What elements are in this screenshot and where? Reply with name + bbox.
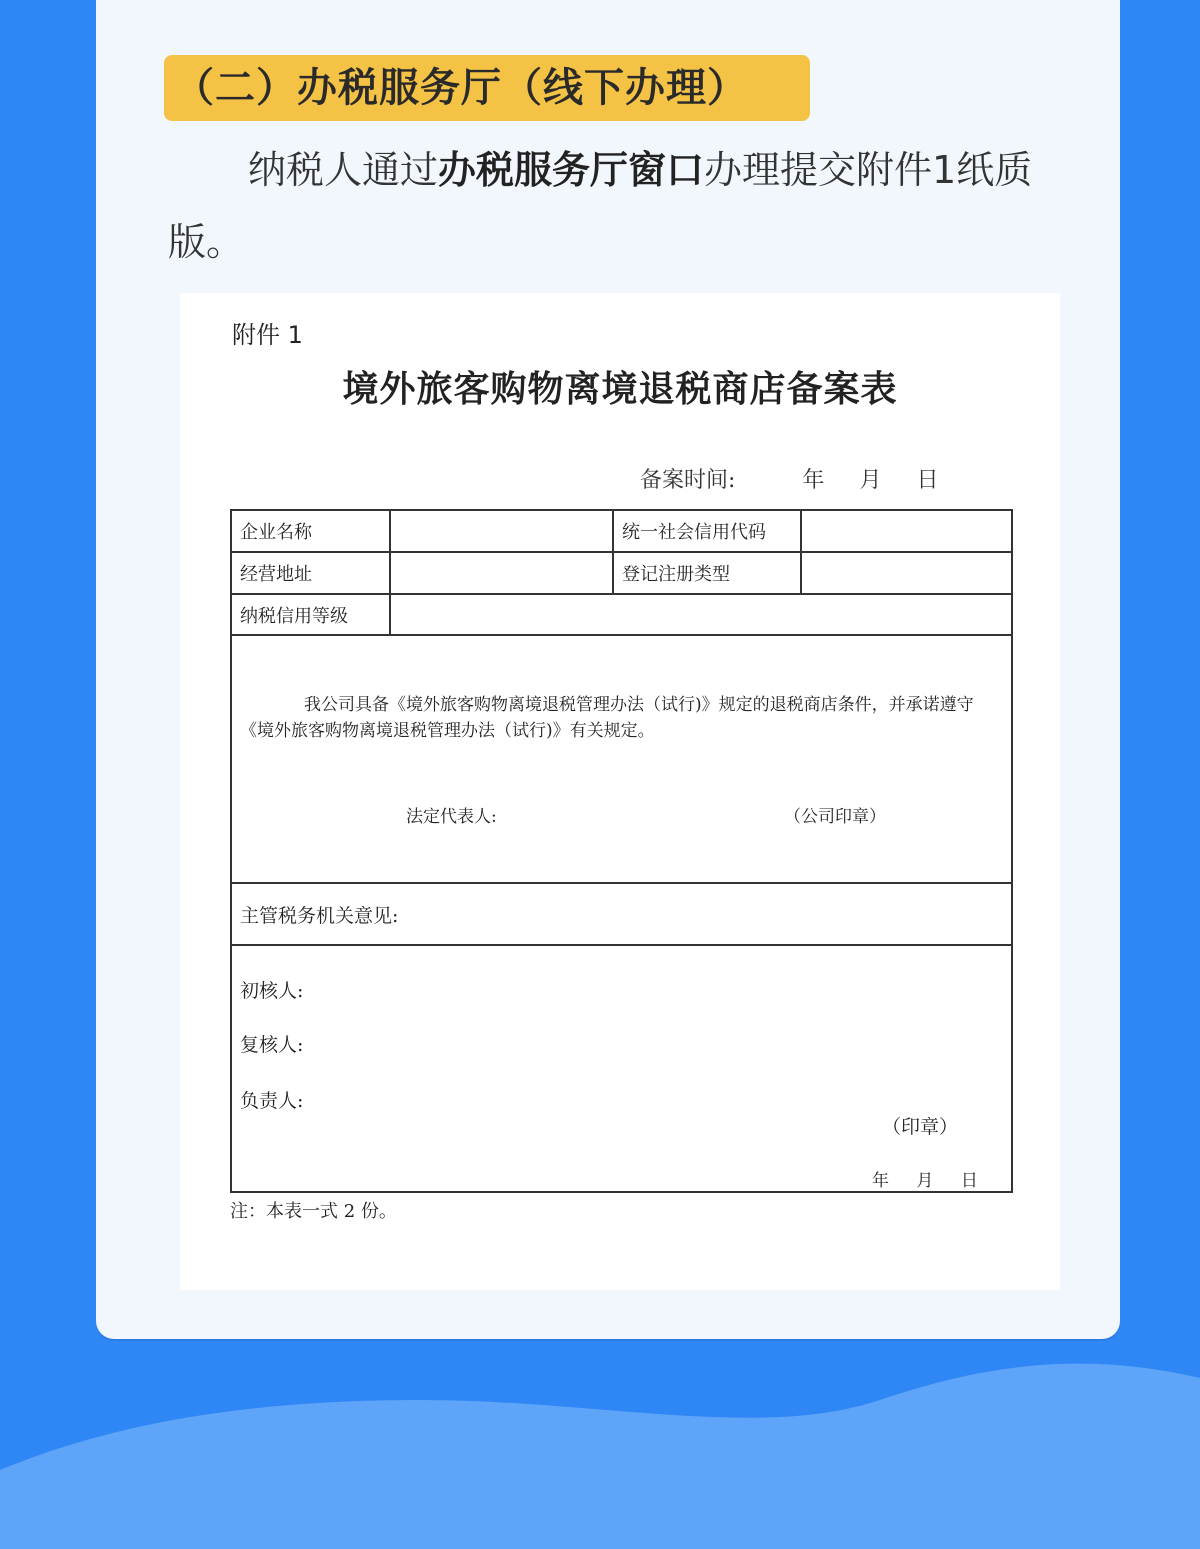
date-year: 年 bbox=[872, 1171, 889, 1191]
second-reviewer-label: 复核人: bbox=[240, 1034, 304, 1056]
company-name-value bbox=[390, 510, 613, 552]
date-month: 月 bbox=[916, 1171, 934, 1191]
registration-type-label: 登记注册类型 bbox=[613, 552, 801, 594]
initial-reviewer-label: 初核人: bbox=[240, 980, 304, 1002]
table-row bbox=[231, 635, 1012, 883]
filing-time-month: 月 bbox=[859, 468, 882, 493]
review-cell bbox=[231, 945, 1012, 1192]
credit-code-label: 统一社会信用代码 bbox=[613, 510, 801, 552]
business-address-value bbox=[390, 552, 613, 594]
intro-text-bold: 办税服务厅窗口 bbox=[438, 148, 705, 192]
filing-time-label: 备案时间: bbox=[640, 468, 736, 493]
date-day: 日 bbox=[960, 1171, 978, 1191]
filing-time-year: 年 bbox=[802, 468, 825, 493]
filing-time-day: 日 bbox=[916, 468, 939, 493]
section-title: （二）办税服务厅（线下办理） bbox=[164, 55, 810, 121]
pledge-cell bbox=[231, 635, 1012, 883]
responsible-person-label: 负责人: bbox=[240, 1090, 304, 1112]
credit-code-value bbox=[801, 510, 1012, 552]
business-address-label: 经营地址 bbox=[231, 552, 390, 594]
registration-table bbox=[230, 509, 1013, 1193]
pledge-text: 我公司具备《境外旅客购物离境退税管理办法（试行)》规定的退税商店条件，并承诺遵守《境外旅客购物离境退税管理办法（试行)》有关规定。 bbox=[240, 695, 974, 741]
signature-date bbox=[872, 1166, 1000, 1191]
table-row bbox=[231, 552, 1012, 594]
intro-text-before: 纳税人通过 bbox=[248, 148, 439, 192]
attachment-label: 附件 1 bbox=[232, 321, 303, 349]
tax-authority-opinion: 主管税务机关意见: bbox=[231, 883, 1012, 945]
tax-credit-level-value bbox=[390, 594, 1012, 635]
filing-time bbox=[640, 463, 938, 494]
legal-representative-label: 法定代表人: bbox=[406, 807, 497, 827]
registration-type-value bbox=[801, 552, 1012, 594]
intro-text-after: 办理提交附件1纸质版。 bbox=[168, 148, 1033, 264]
tax-credit-level-label: 纳税信用等级 bbox=[231, 594, 390, 635]
table-row bbox=[231, 945, 1012, 1192]
intro-paragraph bbox=[168, 134, 1068, 278]
seal-label: （印章） bbox=[882, 1116, 959, 1138]
form-title: 境外旅客购物离境退税商店备案表 bbox=[342, 368, 898, 410]
form-note: 注：本表一式 2 份。 bbox=[230, 1201, 397, 1222]
table-row bbox=[231, 594, 1012, 635]
table-row bbox=[231, 510, 1012, 552]
company-name-label: 企业名称 bbox=[231, 510, 390, 552]
company-seal-label: （公司印章） bbox=[784, 807, 886, 827]
table-row bbox=[231, 883, 1012, 945]
form-image bbox=[180, 293, 1060, 1290]
